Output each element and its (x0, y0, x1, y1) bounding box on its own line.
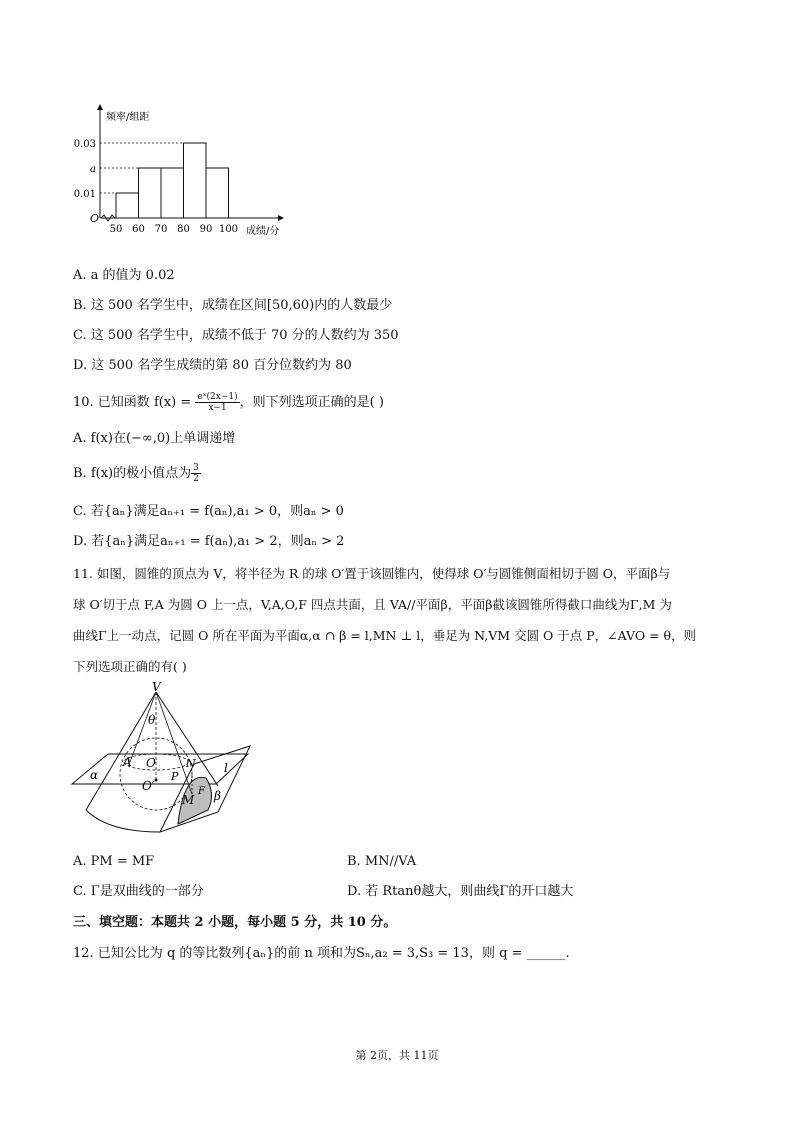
label-theta: θ (148, 713, 156, 727)
q11-option-c: C. Γ是双曲线的一部分 (73, 884, 204, 899)
q10-option-b-text: B. f(x)的极小值点为 (73, 466, 192, 481)
q10-option-c: C. 若{aₙ}满足aₙ₊₁ = f(aₙ),a₁ > 0，则aₙ > 0 (73, 504, 344, 519)
label-o: O (146, 756, 156, 770)
cone-base (86, 810, 160, 832)
x-tick-label: 100 (218, 224, 239, 235)
q9-option-c: C. 这 500 名学生中，成绩不低于 70 分的人数约为 350 (73, 328, 399, 343)
q10-optb-den: 2 (193, 474, 199, 484)
x-axis-arrow (278, 215, 284, 221)
point-o2 (155, 779, 158, 782)
x-tick-label: 60 (132, 224, 145, 235)
q10-frac-num: eˣ(2x−1) (197, 392, 238, 402)
label-n: N (186, 757, 196, 770)
origin-label: O (90, 212, 100, 225)
page-footer: 第 2页，共 11页 (355, 1049, 439, 1062)
q10-stem-post: ，则下列选项正确的是( ) (239, 395, 384, 410)
histogram-bars (116, 143, 229, 218)
q11-stem-line-4: 下列选项正确的有( ) (73, 659, 187, 674)
label-m: M (182, 793, 195, 807)
y-tick-label: 0.03 (73, 139, 96, 150)
label-alpha: α (90, 768, 99, 782)
label-a: A (123, 755, 132, 769)
q11-option-b: B. MN//VA (347, 854, 417, 869)
x-axis-title: 成绩/分 (246, 226, 280, 237)
segment-va (130, 692, 156, 762)
q10-fraction (195, 392, 239, 413)
label-f: F (198, 786, 205, 797)
q10-stem-pre: 10. 已知函数 f(x) = (73, 395, 196, 410)
q10-optb-num: 3 (193, 463, 199, 473)
histogram-bar (161, 168, 184, 218)
x-tick-label: 90 (199, 224, 213, 235)
y-tick-label: 0.01 (73, 189, 96, 200)
q11-stem-line-3: 曲线Γ上一动点，记圆 O 所在平面为平面α,α ∩ β = l,MN ⊥ l，垂足为 N,VM 交圆 O 于点 P，∠AVO = θ，则 (73, 628, 697, 643)
q10-option-b (73, 463, 201, 484)
q11-stem-line-1: 11. 如图，圆锥的顶点为 V，将半径为 R 的球 O′置于该圆锥内，使得球 O′与圆锥侧面相切于圆 O，平面β与 (73, 566, 671, 581)
y-axis-title: 频率/组距 (106, 112, 150, 123)
q12-stem: 12. 已知公比为 q 的等比数列{aₙ}的前 n 项和为Sₙ,a₂ = 3,S₃ = 13，则 q = ______. (73, 946, 570, 961)
histogram-bar (116, 193, 139, 218)
q11-option-d: D. 若 Rtanθ越大，则曲线Γ的开口越大 (347, 884, 574, 899)
q11-option-a: A. PM = MF (73, 854, 155, 869)
x-tick-label: 80 (177, 224, 190, 235)
q9-option-b: B. 这 500 名学生中，成绩在区间[50,60)内的人数最少 (73, 298, 393, 313)
q9-option-a: A. a 的值为 0.02 (73, 268, 175, 283)
label-beta: β (214, 789, 221, 803)
section-3-heading: 三、填空题：本题共 2 小题，每小题 5 分，共 10 分。 (73, 915, 397, 930)
y-tick-label: a (90, 164, 96, 175)
x-tick-label: 50 (109, 224, 123, 235)
histogram-bar (206, 168, 229, 218)
cone-figure (68, 682, 258, 842)
q11-stem-line-2: 球 O′切于点 F,A 为圆 O 上一点，V,A,O,F 四点共面，且 VA//平面β，平面β截该圆锥所得截口曲线为Γ,M 为 (73, 597, 672, 612)
q10-frac-den: x−1 (208, 403, 227, 413)
histogram-chart (70, 100, 300, 240)
histogram-bar (184, 143, 207, 218)
q9-option-d: D. 这 500 名学生成绩的第 80 百分位数约为 80 (73, 358, 352, 373)
label-l: l (224, 761, 228, 775)
plane-alpha (72, 754, 248, 784)
q10-option-a: A. f(x)在(−∞,0)上单调递增 (73, 431, 236, 446)
q10-option-d: D. 若{aₙ}满足aₙ₊₁ = f(aₙ),a₁ > 2，则aₙ > 2 (73, 534, 345, 549)
histogram-bar (139, 168, 162, 218)
x-tick-label: 70 (154, 224, 168, 235)
y-axis-arrow (97, 104, 103, 110)
label-v: V (152, 682, 161, 694)
q10-option-b-fraction (191, 463, 201, 484)
q10-stem (73, 392, 384, 413)
label-p: P (171, 770, 179, 783)
label-o-prime: O′ (142, 779, 155, 793)
cone-side-right (156, 692, 218, 786)
